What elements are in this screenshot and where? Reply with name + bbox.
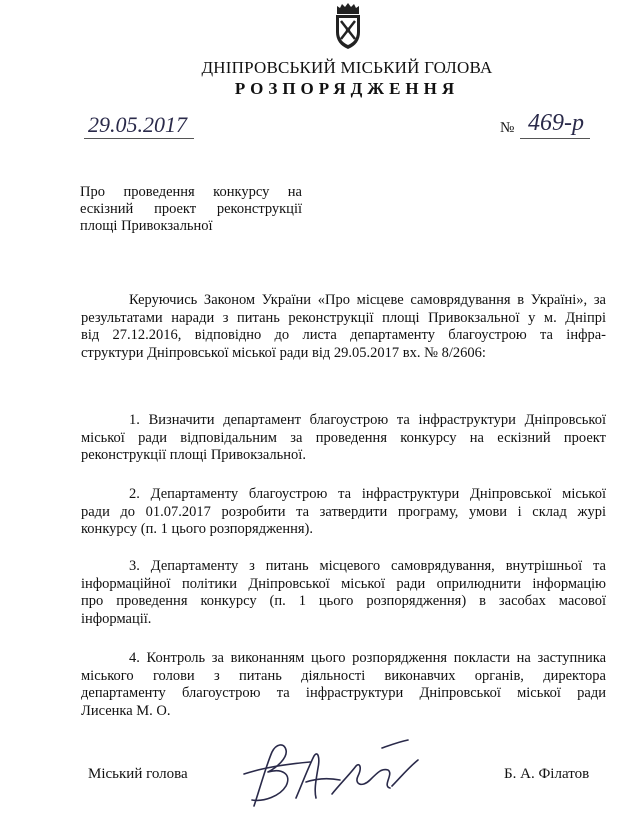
date-underline [84,138,194,139]
paragraph-line: від 27.12.2016, відповідно до листа департаменту благоустрою та інфра- [81,327,606,343]
order-item-3 [81,558,606,628]
order-item-2 [81,486,606,539]
paragraph-line: результатами наради з питань реконструкції площі Привокзальної у м. Дніпрі [81,309,606,326]
paragraph-line: структури Дніпровської міської ради від 29.05.2017 вх. № 8/2606: [81,344,486,361]
paragraph-line: 2. Департаменту благоустрою та інфраструктури Дніпровської міської [129,486,606,502]
subject-line: площі Привокзальної [80,218,213,234]
number-underline [520,138,590,139]
city-coat-of-arms-icon [330,2,366,50]
paragraph-line: інформації. [81,610,152,627]
signer-title: Міський голова [88,766,188,782]
paragraph-line: 3. Департаменту з питань місцевого самоврядування, внутрішньої та [129,558,606,574]
preamble-paragraph [81,292,606,362]
document-number: 469-р [528,110,584,136]
paragraph-line: ради до 01.07.2017 розробити та затвердити програму, умови і склад журі [81,503,606,520]
paragraph-line: реконструкції площі Привокзальної. [81,447,306,463]
issuing-authority: ДНІПРОВСЬКИЙ МІСЬКИЙ ГОЛОВА [201,58,493,77]
subject-line: ескізний проект реконструкції [80,201,302,217]
document-subject [80,184,302,235]
document-date: 29.05.2017 [88,112,187,137]
subject-line: Про проведення конкурсу на [80,184,302,200]
paragraph-line: інформаційної політики Дніпровської міської ради оприлюднити інформацію [81,575,606,592]
handwritten-signature [232,728,432,812]
paragraph-line: департаменту благоустрою та інфраструктури Дніпровської міської ради [81,685,606,701]
paragraph-line: 4. Контроль за виконанням цього розпорядження покласти на заступника [129,650,606,666]
paragraph-line: міського голови з питань діяльності виконавчих органів, директора [81,667,606,684]
paragraph-line: 1. Визначити департамент благоустрою та інфраструктури Дніпровської [129,412,606,428]
signer-name: Б. А. Філатов [504,766,590,782]
paragraph-line: про проведення конкурсу (п. 1 цього розпорядження) в засобах масової [81,593,606,609]
number-label: № [500,120,515,136]
order-item-1 [81,412,606,465]
paragraph-line: Лисенка М. О. [81,702,171,719]
paragraph-line: конкурсу (п. 1 цього розпорядження). [81,521,314,537]
order-item-4 [81,650,606,720]
paragraph-line: міської ради відповідальним за проведення конкурсу на ескізний проект [81,429,606,446]
document-type: РОЗПОРЯДЖЕННЯ [234,79,460,98]
paragraph-line: Керуючись Законом України «Про місцеве самоврядування в Україні», за [129,292,606,308]
